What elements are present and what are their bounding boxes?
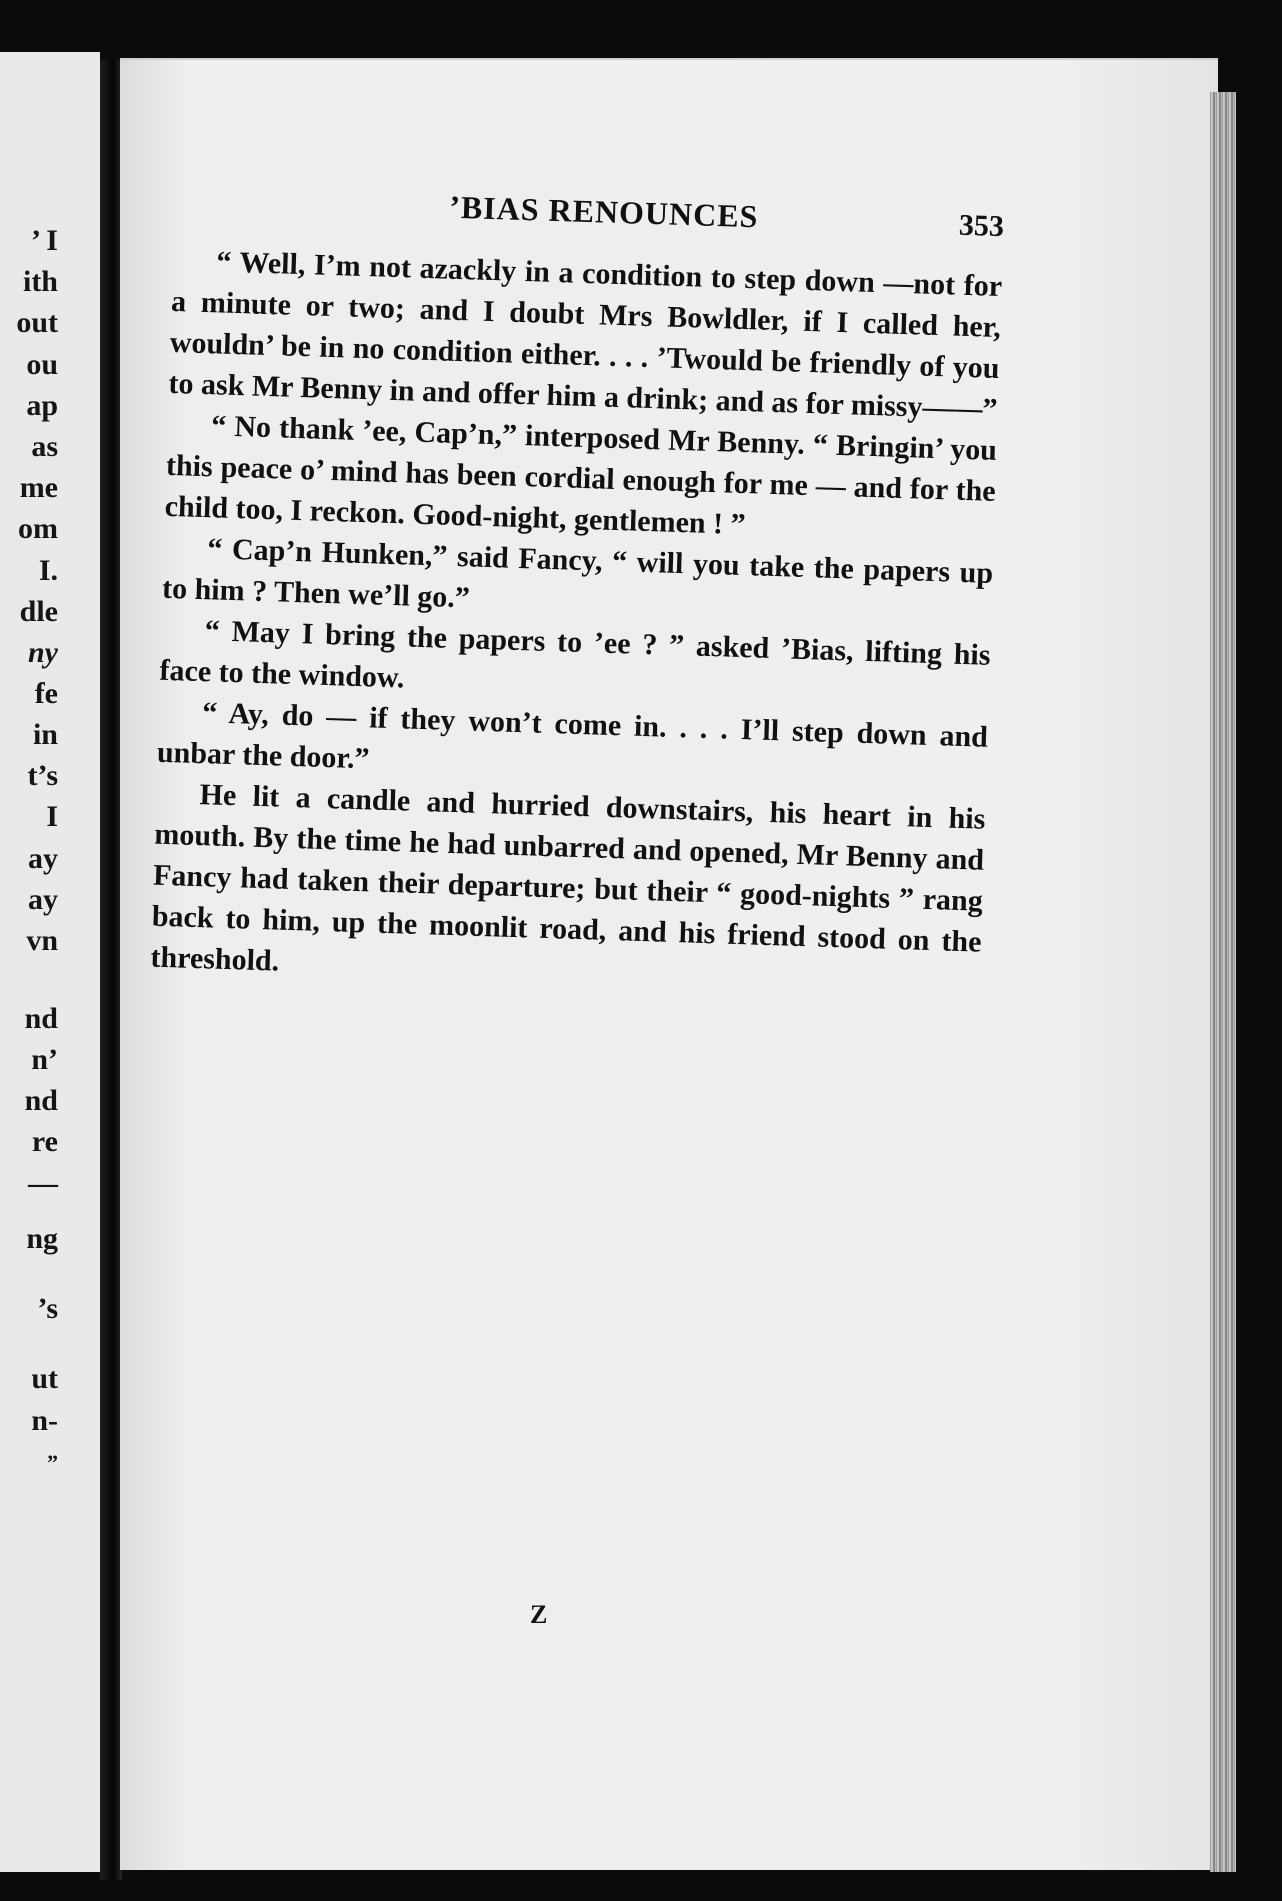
- paragraph: “ Ay, do — if they won’t come in. . . . I’ll step down and unbar the door.”: [156, 696, 989, 776]
- running-title: ’BIAS RENOUNCES: [448, 188, 759, 235]
- left-page-fragment: ”: [47, 1450, 58, 1475]
- paragraph: “ Well, I’m not azackly in a condition to step down —not for a minute or two; and I doubt Mrs Bowldler, if I called her, wouldn’ be in no condition either. . . . ’Twould be friendly of you to ask Mr Benny in and offer him a drink; and as for missy——”: [168, 245, 1003, 426]
- left-page-fragment: I.: [38, 554, 58, 587]
- left-page-fragment: out: [16, 306, 58, 339]
- left-page-fragment: ’s: [37, 1292, 58, 1325]
- left-page-fragment: ay: [28, 842, 58, 875]
- left-page-fragment: I: [46, 800, 58, 833]
- left-page-fragment: ap: [26, 389, 58, 422]
- body-text: [150, 240, 1003, 1004]
- left-page-fragment: ay: [28, 883, 58, 916]
- left-page-fragment: ou: [26, 348, 58, 381]
- left-page-fragment: vn: [26, 924, 58, 957]
- left-page-fragment: —: [28, 1167, 58, 1200]
- page-edge: [1210, 92, 1236, 1872]
- left-page-fragment: nd: [24, 1002, 58, 1035]
- paragraph: “ No thank ’ee, Cap’n,” interposed Mr Benny. “ Bringin’ you this peace o’ mind has been cordial enough for me — and for the child too, I reckon. Good-night, gentlemen ! ”: [164, 409, 998, 542]
- left-page-fragment: as: [31, 430, 58, 463]
- left-page: [0, 52, 100, 1872]
- left-page-fragment: in: [32, 718, 58, 751]
- book-gutter: [100, 60, 122, 1880]
- left-page-fragment: me: [19, 471, 58, 504]
- left-page-fragment: ith: [22, 265, 58, 298]
- left-page-fragment: fe: [34, 677, 58, 710]
- left-page-fragment: om: [18, 512, 58, 545]
- paragraph: “ Cap’n Hunken,” said Fancy, “ will you take the papers up to him ? Then we’ll go.”: [161, 532, 994, 615]
- left-page-fragment: ’ I: [31, 224, 58, 257]
- paragraph: He lit a candle and hurried downstairs, his heart in his mouth. By the time he had unbarred and opened, Mr Benny and Fancy had taken their departure; but their “ good-nights ” rang back to him, up the moonlit road, and his friend stood on the threshold.: [150, 778, 986, 978]
- left-page-fragment: n-: [31, 1404, 58, 1437]
- left-page-fragment: n’: [31, 1043, 58, 1076]
- left-page-fragment: re: [31, 1125, 58, 1158]
- left-page-fragment: ut: [31, 1362, 58, 1395]
- left-page-fragment: ny: [28, 636, 58, 669]
- signature-mark: Z: [530, 1600, 548, 1629]
- left-page-fragment: dle: [19, 595, 58, 628]
- page-content: [150, 180, 1005, 1004]
- paragraph: “ May I bring the papers to ’ee ? ” asked ’Bias, lifting his face to the window.: [159, 614, 991, 695]
- left-page-fragment: nd: [24, 1084, 58, 1117]
- left-page-fragment: ng: [26, 1222, 58, 1255]
- left-page-fragment: t’s: [27, 759, 58, 792]
- page-number: 353: [958, 208, 1005, 244]
